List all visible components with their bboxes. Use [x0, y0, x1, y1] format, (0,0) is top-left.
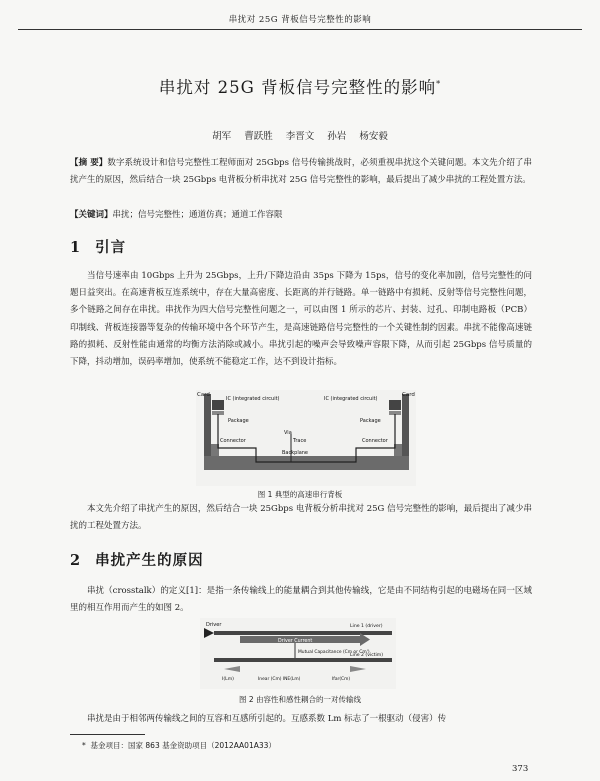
label-ic-left: IC (integrated circuit): [226, 396, 280, 402]
label-line2: Line 2 (victim): [350, 653, 384, 658]
abstract-text: 数字系统设计和信号完整性工程师面对 25Gbps 信号传输挑战时，必须重视串扰这个关键问题。本文先介绍了串扰产生的原因，然后结合一块 25Gbps 电背板分析串扰对 25G 信号完整性的影响，最后提出了减少串扰的工程处置方法。: [70, 158, 532, 186]
line-2: [214, 658, 392, 662]
right-ic: [389, 400, 401, 410]
label-driver-current: Driver Current: [278, 639, 313, 644]
right-card: [402, 394, 409, 456]
backplane-board: [204, 456, 409, 470]
coupled-lines-figure: [200, 618, 396, 689]
keywords-text: 串扰；信号完整性；通道仿真；通道工作容限: [112, 210, 283, 220]
left-card: [204, 394, 211, 456]
footnote-rule: [70, 734, 145, 735]
keywords: [70, 207, 532, 224]
label-package-left: Package: [228, 418, 249, 424]
running-header: 串扰对 25G 背板信号完整性的影响: [228, 15, 372, 25]
section-title: 引言: [95, 239, 127, 256]
left-ic: [212, 400, 224, 410]
keywords-label: 【关键词】: [70, 210, 113, 220]
line-1: [214, 631, 392, 635]
label-mutual-capacitance: Mutual Capacitance (Cm or Cm'): [298, 650, 370, 655]
author: 李晋文: [285, 131, 315, 142]
label-trace: Trace: [293, 438, 307, 444]
figure2-caption: 图 2 由容性和感性耦合的一对传输线: [238, 695, 362, 704]
abstract-label: 【摘 要】: [70, 158, 108, 168]
label-connector-left: Connector: [220, 438, 246, 444]
section-heading: [70, 236, 126, 257]
page-number: 373: [512, 764, 529, 774]
footnote-text: 基金项目：国家 863 基金资助项目（2012AA01A33）: [90, 741, 276, 750]
intro-paragraph-2: 本文先介绍了串扰产生的原因，然后结合一块 25Gbps 电背板分析串扰对 25G 信号完整性的影响，最后提出了减少串扰的工程处置方法。: [70, 504, 532, 532]
title-footnote-mark: *: [436, 79, 442, 89]
section-number: 1: [70, 239, 82, 256]
label-line1: Line 1 (driver): [350, 624, 383, 629]
paper-title: [0, 74, 600, 98]
label-ifar: Ifar(Cm): [332, 677, 351, 682]
label-backplane: Backplane: [282, 450, 309, 456]
footnote: [82, 740, 276, 751]
section-number: 2: [70, 552, 82, 569]
author-list: [0, 128, 600, 142]
intro-paragraph: 当信号速率由 10Gbps 上升为 25Gbps，上升/下降边沿由 35ps 下降为 15ps，信号的变化率加剧，信号完整性的问题日益突出。在高速背板互连系统中，存在大量高密度、长距离的并行链路。单一链路中有损耗、反射等信号完整性问题，多个链路之间存在串扰。串扰作为四大信号完整性问题之一，可以由图 1 所示的芯片、封装、过孔、印制电路板（PCB）印制线、背板连接器等复杂的传输环境中各个环节产生，是高速链路信号完整性的一个关键性制约因素。串扰不能像高速链路的损耗、反射性能由通常的均衡方法消除或减小。串扰引起的噪声会导致噪声容限下降，从而引起 25Gbps 信号质量的下降，抖动增加，误码率增加，使系统不能稳定工作，达不到设计指标。: [70, 271, 532, 368]
author: 胡军: [212, 131, 232, 142]
figure1-caption: 图 1 典型的高速串行背板: [257, 490, 343, 499]
backplane-figure: [196, 390, 416, 486]
header-rule: [18, 29, 582, 30]
mutual-coupling-paragraph: 串扰是由于相邻两传输线之间的互容和互感所引起的。互感系数 Lm 标志了一根驱动（侵害）传: [87, 714, 447, 724]
author: 杨安毅: [359, 131, 388, 142]
author: 孙岩: [327, 131, 347, 142]
crosstalk-definition-paragraph: 串扰（crosstalk）的定义[1]：是指一条传输线上的能量耦合到其他传输线，它是由不同结构引起的电磁场在同一区域里的相互作用而产生的如图 2。: [70, 586, 532, 614]
section-heading: [70, 549, 204, 570]
label-card-right: Card: [402, 392, 415, 398]
label-ic-right: IC (integrated circuit): [324, 396, 378, 402]
abstract: [70, 155, 532, 189]
label-package-right: Package: [360, 418, 381, 424]
label-via: Via: [284, 430, 292, 436]
section-title: 串扰产生的原因: [95, 552, 204, 569]
label-ilm: I(Lm): [222, 677, 234, 682]
author: 曹跃胜: [244, 131, 273, 142]
title-text: 串扰对 25G 背板信号完整性的影响: [158, 78, 437, 97]
label-inear: Inear (Cm) INE(Lm): [258, 677, 301, 682]
label-connector-right: Connector: [362, 438, 388, 444]
label-driver: Driver: [206, 622, 222, 628]
label-card-left: Card: [197, 392, 210, 398]
footnote-mark: *: [82, 741, 86, 750]
